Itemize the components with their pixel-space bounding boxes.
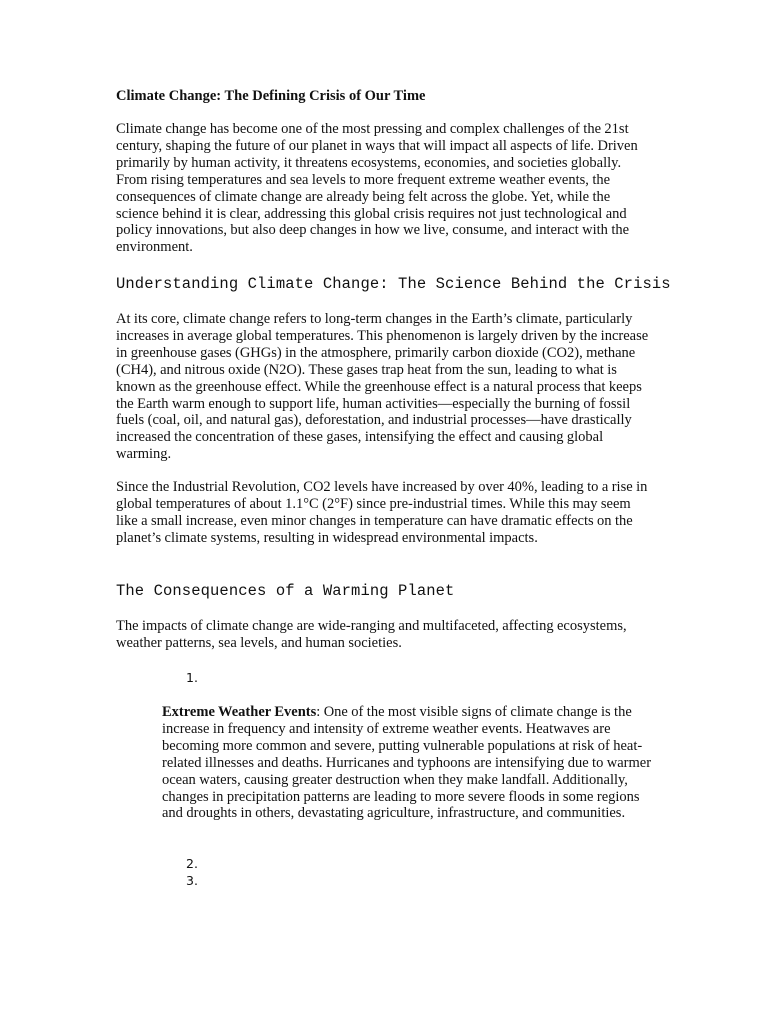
science-paragraph-2: Since the Industrial Revolution, CO2 levels have increased by over 40%, leading to a rise in global temperatures of about 1.1°C (2°F) since pre-industrial times. While this may seem like a small increase, even minor changes in temperature can have dramatic effects on the planet’s climate systems, resulting in widespread environmental impacts. — [116, 479, 648, 546]
list-number-3: 3. — [186, 873, 198, 888]
intro-paragraph: Climate change has become one of the most pressing and complex challenges of the 21st century, shaping the future of our planet in ways that will impact all aspects of life. Driven primarily by human activity, it threatens ecosystems, economies, and societies globally. From rising temperatures and sea levels to more frequent extreme weather events, the consequences of climate change are already being felt across the globe. Yet, while the science behind it is clear, addressing this global crisis requires not just technological and policy innovations, but also deep changes in how we live, consume, and interact with the environment. — [116, 121, 638, 256]
section-heading-consequences: The Consequences of a Warming Planet — [116, 582, 455, 600]
list-item-extreme-weather — [162, 704, 654, 822]
science-paragraph-1: At its core, climate change refers to long-term changes in the Earth’s climate, particularly increases in average global temperatures. This phenomenon is largely driven by the increase in greenhouse gases (GHGs) in the atmosphere, primarily carbon dioxide (CO2), methane (CH4), and nitrous oxide (N2O). These gases trap heat from the sun, leading to what is known as the greenhouse effect. While the greenhouse effect is a natural process that keeps the Earth warm enough to support life, human activities—especially the burning of fossil fuels (coal, oil, and natural gas), deforestation, and industrial processes—have drastically increased the concentration of these gases, intensifying the effect and causing global warming. — [116, 311, 649, 463]
list-number-1: 1. — [186, 670, 198, 685]
list-number-2: 2. — [186, 856, 198, 871]
section-heading-science: Understanding Climate Change: The Science Behind the Crisis — [116, 275, 671, 293]
consequences-paragraph: The impacts of climate change are wide-ranging and multifaceted, affecting ecosystems, weather patterns, sea levels, and human societies. — [116, 618, 627, 651]
list-item-text: : One of the most visible signs of climate change is the increase in frequency and intensity of extreme weather events. Heatwaves are becoming more common and severe, putting vulnerable populations at risk of heat-related illnesses and deaths. Hurricanes and typhoons are intensifying due to warmer ocean waters, causing greater destruction when they make landfall. Additionally, changes in precipitation patterns are leading to more severe floods in some regions and droughts in others, devastating agriculture, infrastructure, and communities. — [162, 704, 652, 822]
document-title: Climate Change: The Defining Crisis of Our Time — [116, 88, 426, 104]
list-item-term: Extreme Weather Events — [162, 704, 317, 720]
